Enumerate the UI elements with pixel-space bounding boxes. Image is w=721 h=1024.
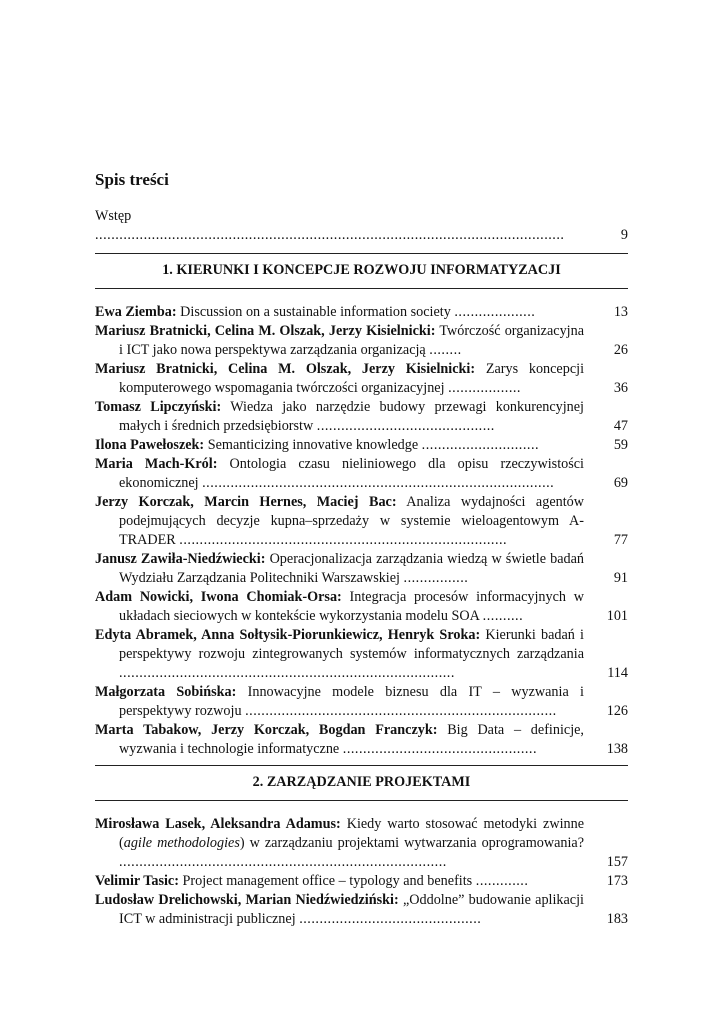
entry-authors: Mariusz Bratnicki, Celina M. Olszak, Jerzy Kisielnicki: — [95, 361, 476, 377]
entry-authors: Ilona Pawełoszek: — [95, 437, 205, 453]
leader-dots: ................................................................................. — [119, 854, 447, 870]
entry-authors: Jerzy Korczak, Marcin Hernes, Maciej Bac: — [95, 494, 397, 510]
page-number: 157 — [606, 854, 628, 870]
entry-authors: Mariusz Bratnicki, Celina M. Olszak, Jerzy Kisielnicki: — [95, 323, 436, 339]
section-2-entries — [95, 815, 628, 929]
leader-dots: .................................................................................................................... — [95, 227, 565, 243]
toc-entry — [95, 891, 628, 929]
entry-title: Ontologia czasu nieliniowego dla opisu rzeczywistości ekonomicznej — [119, 456, 584, 491]
toc-entry — [95, 550, 628, 588]
leader-dots: .................... — [454, 304, 536, 320]
page-number: 138 — [606, 741, 628, 757]
entry-title: Big Data – definicje, wyzwania i technologie informatyczne — [119, 722, 584, 757]
page-number: 26 — [613, 342, 628, 358]
toc-entry — [95, 398, 628, 436]
entry-title: Wiedza jako narzędzie budowy przewagi konkurencyjnej małych i średnich przedsiębiorstw — [119, 399, 584, 434]
toc-entry — [95, 322, 628, 360]
toc-entry — [95, 721, 628, 759]
entry-authors: Tomasz Lipczyński: — [95, 399, 222, 415]
page-number: 101 — [606, 608, 628, 624]
toc-entry — [95, 455, 628, 493]
toc-entry — [95, 683, 628, 721]
leader-dots: ............................................ — [316, 418, 495, 434]
entry-title: Project management office – typology and benefits — [178, 873, 476, 889]
leader-dots: ................................................................................... — [119, 665, 455, 681]
entry-title: Twórczość organizacyjna i ICT jako nowa perspektywa zarządzania organizacją — [119, 323, 584, 358]
entry-title: Analiza wydajności agentów podejmujących decyzje kupna–sprzedaży w systemie wieloagentowym A-TRADER — [119, 494, 584, 548]
page-number: 69 — [613, 475, 628, 491]
leader-dots: .................. — [448, 380, 521, 396]
leader-dots: ................ — [403, 570, 469, 586]
toc-entry — [95, 626, 628, 683]
entry-authors: Velimir Tasic: — [95, 873, 179, 889]
entry-title-emphasis: agile methodologies — [123, 835, 240, 851]
toc-entry — [95, 303, 628, 322]
leader-dots: ................................................................................. — [179, 532, 508, 548]
leader-dots: ............. — [475, 873, 529, 889]
section-heading: 2. ZARZĄDZANIE PROJEKTAMI — [252, 774, 471, 790]
page-number: 126 — [606, 703, 628, 719]
entry-authors: Janusz Zawiła-Niedźwiecki: — [95, 551, 266, 567]
entry-authors: Adam Nowicki, Iwona Chomiak-Orsa: — [95, 589, 342, 605]
entry-authors: Marta Tabakow, Jerzy Korczak, Bogdan Franczyk: — [95, 722, 438, 738]
section-1-entries — [95, 303, 628, 759]
page-number: 13 — [613, 304, 628, 320]
page-number: 91 — [613, 570, 628, 586]
toc-entry — [95, 360, 628, 398]
page-number: 36 — [613, 380, 628, 396]
entry-title: Operacjonalizacja zarządzania wiedzą w świetle badań Wydziału Zarządzania Politechniki Warszawskiej — [119, 551, 584, 586]
entry-authors: Ewa Ziemba: — [95, 304, 177, 320]
page-number: 183 — [606, 911, 628, 927]
entry-authors: Maria Mach-Król: — [95, 456, 218, 472]
leader-dots: .......... — [482, 608, 524, 624]
toc-entry-intro — [95, 207, 628, 245]
leader-dots: ................................................ — [342, 741, 538, 757]
entry-title: Semanticizing innovative knowledge — [204, 437, 422, 453]
entry-authors: Małgorzata Sobińska: — [95, 684, 237, 700]
leader-dots: ............................. — [421, 437, 540, 453]
leader-dots: ........ — [429, 342, 462, 358]
page-number: 9 — [620, 227, 628, 243]
leader-dots: ............................................................................. — [245, 703, 557, 719]
toc-entry — [95, 436, 628, 455]
toc-heading: Spis treści — [95, 170, 169, 189]
entry-title: Kierunki badań i perspektywy rozwoju zintegrowanych systemów informatycznych zarządzania — [119, 627, 585, 662]
page-number: 77 — [613, 532, 628, 548]
toc-entry — [95, 588, 628, 626]
entry-authors: Mirosława Lasek, Aleksandra Adamus: — [95, 816, 341, 832]
page-number: 47 — [613, 418, 628, 434]
toc-entry — [95, 872, 628, 891]
page-number: 114 — [607, 665, 628, 681]
page-number: 173 — [606, 873, 628, 889]
entry-title: Discussion on a sustainable information society — [176, 304, 455, 320]
entry-title-end: ) w zarządzaniu projektami wytwarzania oprogramowania? — [239, 835, 584, 851]
table-of-contents — [95, 207, 628, 929]
toc-entry — [95, 815, 628, 872]
page-number: 59 — [613, 437, 628, 453]
section-heading: 1. KIERUNKI I KONCEPCJE ROZWOJU INFORMATYZACJI — [162, 262, 561, 278]
entry-authors: Edyta Abramek, Anna Sołtysik-Piorunkiewicz, Henryk Sroka: — [95, 627, 481, 643]
entry-title: Integracja procesów informacyjnych w układach sieciowych w kontekście wykorzystania modelu SOA — [119, 589, 584, 624]
entry-authors: Ludosław Drelichowski, Marian Niedźwiedziński: — [95, 892, 399, 908]
leader-dots: ............................................. — [299, 911, 482, 927]
entry-title: Wstęp — [95, 208, 132, 224]
entry-title: Innowacyjne modele biznesu dla IT – wyzwania i perspektywy rozwoju — [119, 684, 584, 719]
leader-dots: ....................................................................................... — [202, 475, 555, 491]
entry-title-start: Kiedy warto stosować metodyki zwinne ( — [119, 816, 584, 851]
entry-title: „Oddolne” budowanie aplikacji ICT w administracji publicznej — [119, 892, 584, 927]
entry-title: Zarys koncepcji komputerowego wspomagania twórczości organizacyjnej — [119, 361, 585, 396]
toc-entry — [95, 493, 628, 550]
